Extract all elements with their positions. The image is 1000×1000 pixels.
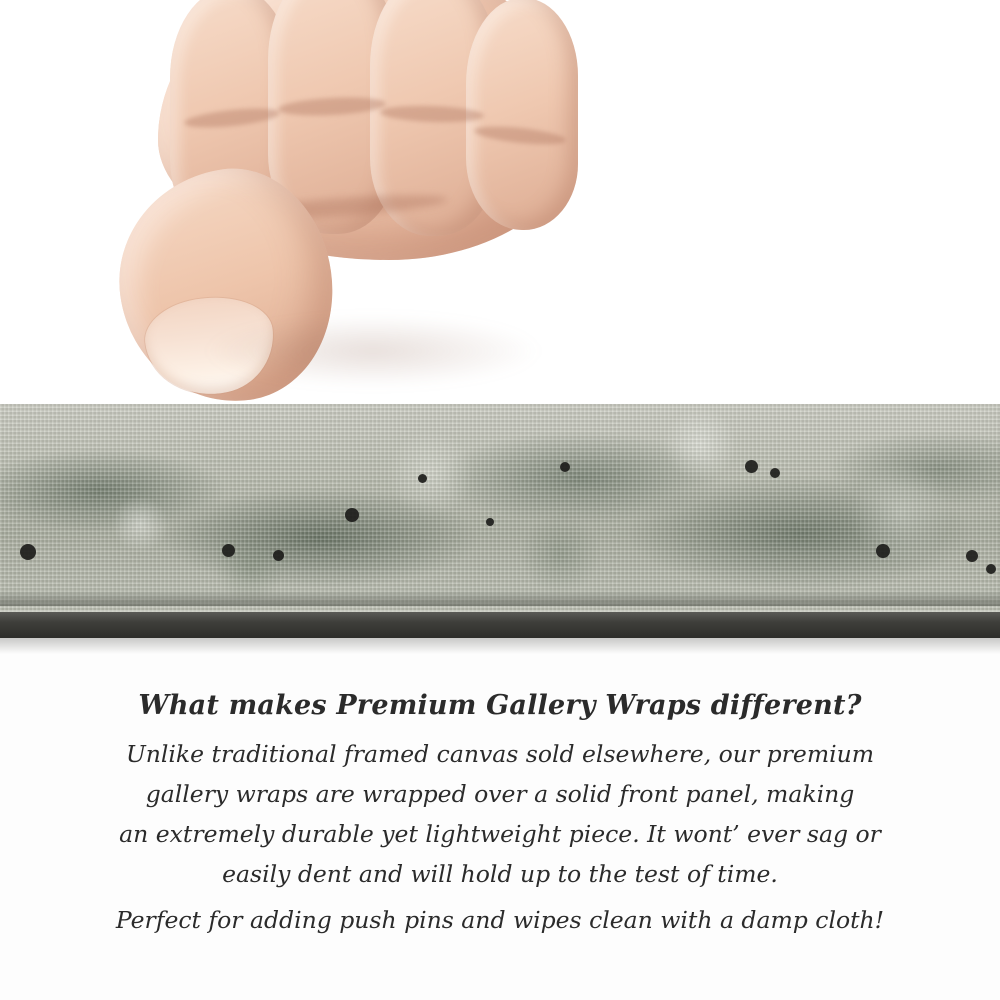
- caption-headline: What makes Premium Gallery Wraps different?: [138, 690, 862, 721]
- canvas-speck: [222, 544, 235, 557]
- canvas-speck: [966, 550, 978, 562]
- caption-line-2: gallery wraps are wrapped over a solid front panel, making: [145, 780, 855, 808]
- canvas-drop-shadow: [0, 638, 1000, 654]
- canvas-speck: [745, 460, 758, 473]
- hand-shadow: [208, 316, 538, 386]
- canvas-speck: [876, 544, 890, 558]
- caption-block: [0, 690, 1000, 940]
- canvas-speck: [273, 550, 284, 561]
- hand-illustration: [118, 0, 588, 430]
- canvas-side-edge: [0, 612, 1000, 638]
- canvas-edge-band: [0, 404, 1000, 620]
- canvas-speck: [418, 474, 427, 483]
- canvas-speck: [770, 468, 780, 478]
- caption-closing-line: Perfect for adding push pins and wipes clean with a damp cloth!: [115, 906, 885, 934]
- caption-line-1: Unlike traditional framed canvas sold elsewhere, our premium: [125, 740, 875, 768]
- canvas-speck: [20, 544, 36, 560]
- caption-line-3: an extremely durable yet lightweight piece. It wont’ ever sag or: [119, 820, 881, 848]
- canvas-speck: [345, 508, 359, 522]
- caption-line-4: easily dent and will hold up to the test of time.: [222, 860, 778, 888]
- canvas-speck: [986, 564, 996, 574]
- canvas-speck: [560, 462, 570, 472]
- canvas-band-shading: [0, 590, 1000, 606]
- canvas-weave-texture: [0, 404, 1000, 620]
- canvas-speck: [486, 518, 494, 526]
